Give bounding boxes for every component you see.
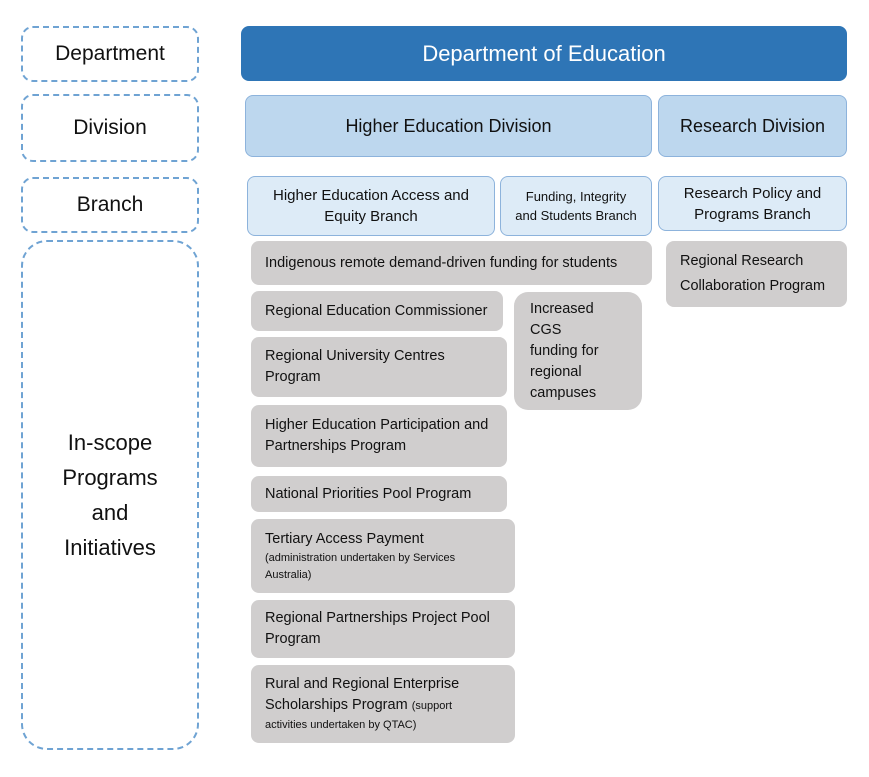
branch-research-policy: Research Policy and Programs Branch (658, 176, 847, 231)
program-regional-university-centres: Regional University Centres Program (251, 337, 507, 397)
branch-funding-integrity: Funding, Integrity and Students Branch (500, 176, 652, 236)
level-label-branch: Branch (21, 177, 199, 233)
program-increased-cgs-funding: Increased CGS funding for regional campuses (514, 292, 642, 410)
program-regional-research-collaboration: Regional Research Collaboration Program (666, 241, 847, 307)
scholarships-line: Scholarships Program (support (265, 697, 453, 713)
program-rural-regional-scholarships: Rural and Regional Enterprise Scholarships Program (support activities undertaken by QTAC) (251, 665, 515, 743)
program-tertiary-access-payment: Tertiary Access Payment (administration undertaken by Services Australia) (251, 519, 515, 593)
division-higher-education: Higher Education Division (245, 95, 652, 157)
program-participation-partnerships: Higher Education Participation and Partnerships Program (251, 405, 507, 467)
branch-access-equity: Higher Education Access and Equity Branch (247, 176, 495, 236)
program-indigenous-funding: Indigenous remote demand-driven funding for students (251, 241, 652, 285)
department-box: Department of Education (241, 26, 847, 81)
level-label-department: Department (21, 26, 199, 82)
program-regional-education-commissioner: Regional Education Commissioner (251, 291, 503, 331)
level-label-programs: In-scope Programs and Initiatives (21, 240, 199, 750)
division-research: Research Division (658, 95, 847, 157)
program-national-priorities-pool: National Priorities Pool Program (251, 476, 507, 512)
program-regional-partnerships-pool: Regional Partnerships Project Pool Program (251, 600, 515, 658)
level-label-division: Division (21, 94, 199, 162)
